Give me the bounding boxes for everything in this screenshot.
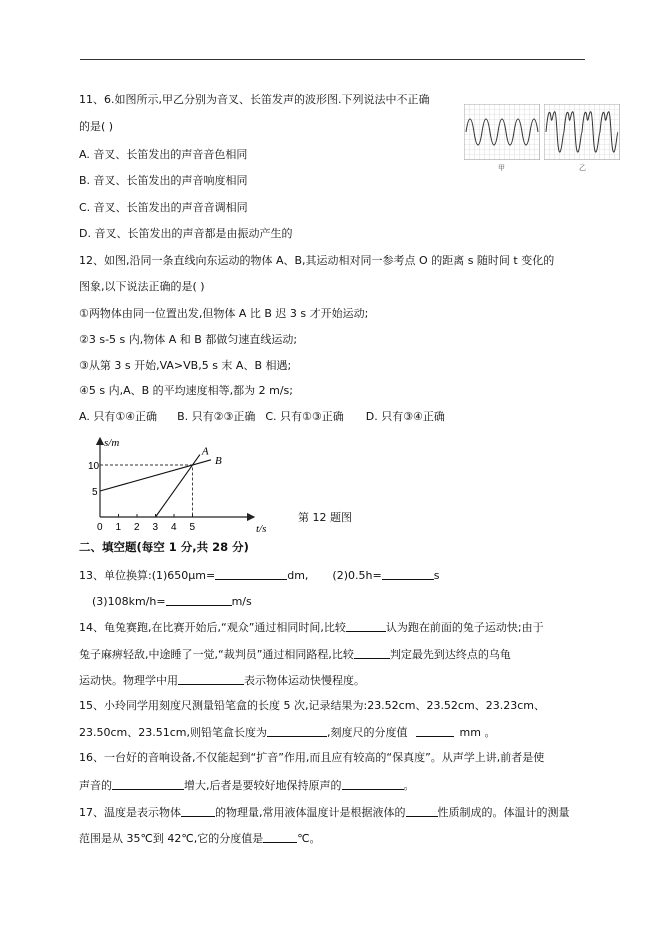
q14-text5: 运动快。物理学中用 — [79, 674, 178, 687]
q17-text4: 范围是从 35℃到 42℃,它的分度值是 — [79, 832, 264, 845]
q12-option-b: B. 只有②③正确 — [177, 410, 256, 423]
q12-option-a: A. 只有①④正确 — [79, 410, 158, 423]
q13-blank1[interactable] — [215, 567, 287, 580]
series-b-line — [100, 460, 211, 491]
q15-text2: ,刻度尺的分度值 — [327, 726, 408, 739]
q13-blank3[interactable] — [166, 593, 232, 606]
q15-blank2[interactable] — [416, 724, 454, 737]
waveform-label-right: 乙 — [579, 164, 586, 172]
q15-line2 — [79, 724, 495, 740]
q14-blank2[interactable] — [354, 646, 390, 659]
series-a-label: A — [201, 445, 209, 458]
x-tick-label-5: 5 — [189, 522, 196, 533]
q12-stem-line1: 12、如图,沿同一条直线向东运动的物体 A、B,其运动相对同一参考点 O 的距离 s 随时间 t 变化的 — [79, 254, 555, 267]
q17-line2 — [79, 830, 321, 846]
q12-statement-4: ④5 s 内,A、B 的平均速度相等,都为 2 m/s; — [79, 384, 293, 397]
waveform-flute — [544, 104, 620, 160]
x-axis-label: t/s — [256, 523, 267, 535]
q16-line1: 16、一台好的音响设备,不仅能起到“扩音”作用,而且应有较高的“保真度”。从声学上讲,前者是使 — [79, 751, 545, 764]
x-tick-label-4: 4 — [171, 522, 177, 533]
q11-stem-line1: 11、6.如图所示,甲乙分别为音叉、长笛发声的波形图.下列说法中不正确 — [79, 93, 430, 106]
q13-unit1: dm, — [287, 569, 309, 582]
header-rule — [80, 59, 585, 60]
x-tick-label-2: 2 — [134, 522, 140, 533]
q14-blank3[interactable] — [178, 672, 244, 685]
x-tick-label-1: 1 — [115, 522, 122, 533]
q17-line1 — [79, 804, 570, 820]
q13-blank2[interactable] — [382, 567, 434, 580]
series-a-line — [156, 455, 200, 517]
q13-unit2: s — [433, 569, 440, 582]
y-tick-label-10: 10 — [88, 461, 100, 472]
q17-text2: 的物理量,常用液体温度计是根据液体的 — [215, 806, 406, 819]
q14-text2: 认为跑在前面的兔子运动快;由于 — [385, 621, 544, 634]
q14-text4: 判定最先到达终点的乌龟 — [389, 648, 511, 661]
waveform-tuning-fork — [464, 104, 540, 160]
q16-text3: 。 — [403, 779, 415, 792]
guide-dashed-line — [100, 465, 193, 517]
x-tick-label-0: 0 — [97, 522, 103, 533]
st-graph — [84, 434, 270, 538]
q12-stem-line2: 图象,以下说法正确的是( ) — [79, 280, 205, 293]
q12-statement-1: ①两物体由同一位置出发,但物体 A 比 B 迟 3 s 才开始运动; — [79, 307, 369, 320]
q11-option-c: C. 音叉、长笛发出的声音音调相同 — [79, 201, 248, 214]
q13-part2: (2)0.5h= — [332, 569, 382, 582]
q11-option-d: D. 音叉、长笛发出的声音都是由振动产生的 — [79, 227, 293, 240]
y-tick-label-5: 5 — [92, 487, 98, 498]
q12-option-c: C. 只有①③正确 — [265, 410, 344, 423]
series-b-label: B — [215, 454, 222, 467]
waveform-label-left: 甲 — [498, 164, 505, 172]
q11-option-a: A. 音叉、长笛发出的声音音色相同 — [79, 148, 248, 161]
q12-options — [79, 410, 445, 424]
q17-blank3[interactable] — [263, 830, 297, 843]
q14-line1 — [79, 619, 544, 635]
q12-figure-caption: 第 12 题图 — [298, 511, 352, 524]
q15-line1: 15、小玲同学用刻度尺测量铅笔盒的长度 5 次,记录结果为:23.52cm、23.52cm、23.23cm、 — [79, 699, 545, 712]
y-axis-label: s/m — [104, 437, 120, 449]
q15-text3: mm 。 — [459, 726, 496, 739]
q13-part3: (3)108km/h= — [92, 595, 166, 608]
q16-text2: 增大,后者是要较好地保持原声的 — [184, 779, 342, 792]
q14-text1: 14、龟兔赛跑,在比赛开始后,“观众”通过相同时间,比较 — [79, 621, 346, 634]
q13-unit3: m/s — [231, 595, 252, 608]
q15-text1: 23.50cm、23.51cm,则铅笔盒长度为 — [79, 726, 268, 739]
q12-option-d: D. 只有③④正确 — [365, 410, 445, 423]
q14-text6: 表示物体运动快慢程度。 — [244, 674, 365, 687]
q12-statement-3: ③从第 3 s 开始,VA>VB,5 s 末 A、B 相遇; — [79, 359, 292, 372]
q16-blank1[interactable] — [112, 777, 184, 790]
q17-text5: ℃。 — [297, 832, 321, 845]
q11-option-b: B. 音叉、长笛发出的声音响度相同 — [79, 174, 248, 187]
q15-blank1[interactable] — [267, 724, 327, 737]
q14-line3 — [79, 672, 365, 688]
q16-line2 — [79, 777, 415, 793]
q13-line2 — [92, 593, 252, 609]
q13-part1: 13、单位换算:(1)650μm= — [79, 569, 216, 582]
q11-stem-line2: 的是( ) — [79, 120, 114, 133]
q16-text1: 声音的 — [79, 779, 112, 792]
q16-blank2[interactable] — [342, 777, 404, 790]
q14-line2 — [79, 646, 511, 662]
q14-blank1[interactable] — [346, 619, 386, 632]
q17-text1: 17、温度是表示物体 — [79, 806, 181, 819]
section-title: 二、填空题(每空 1 分,共 28 分) — [79, 540, 249, 554]
q17-text3: 性质制成的。体温计的测量 — [437, 806, 570, 819]
q17-blank2[interactable] — [406, 804, 438, 817]
q14-text3: 兔子麻痹轻敌,中途睡了一觉,“裁判员”通过相同路程,比较 — [79, 648, 354, 661]
x-tick-label-3: 3 — [152, 522, 159, 533]
q17-blank1[interactable] — [181, 804, 215, 817]
q12-statement-2: ②3 s-5 s 内,物体 A 和 B 都做匀速直线运动; — [79, 333, 298, 346]
q13-line1 — [79, 567, 439, 583]
